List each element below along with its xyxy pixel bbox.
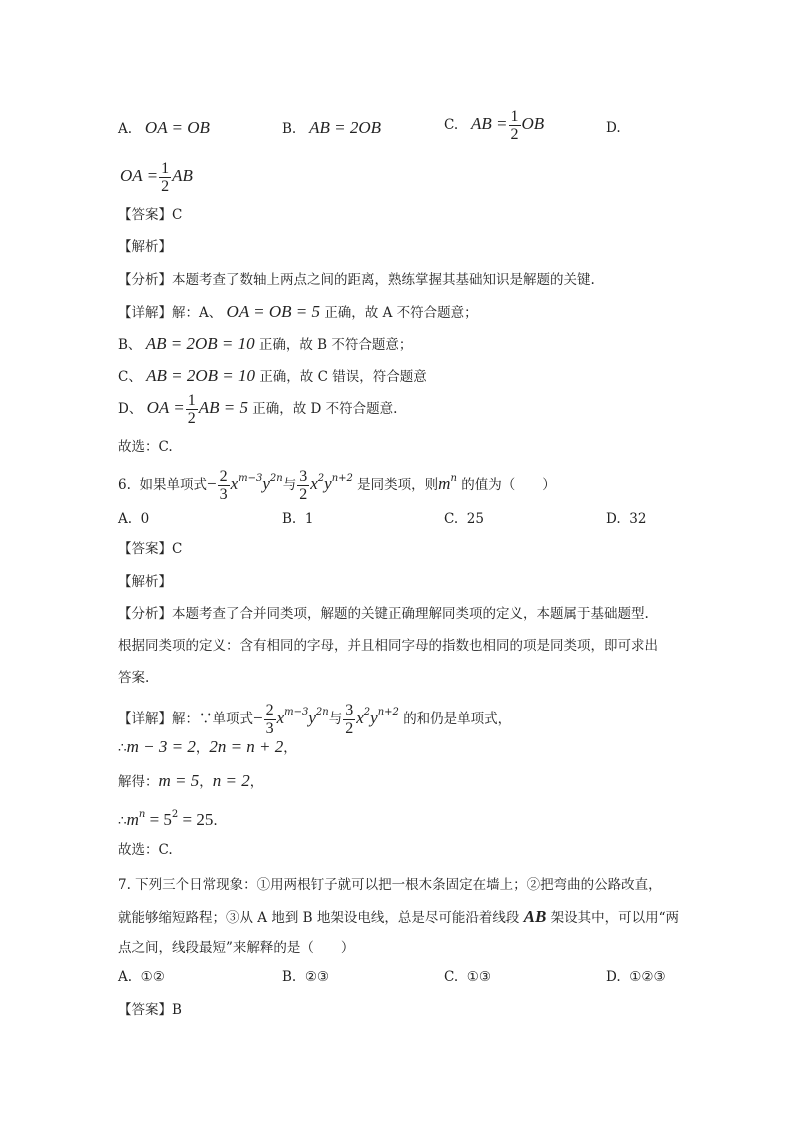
q6-step1 xyxy=(118,737,297,758)
option-label: C. xyxy=(444,117,459,133)
detail-tag: 【详解】 xyxy=(118,711,172,727)
detail-prefix: 解：A、 xyxy=(172,305,223,321)
detail-suffix: 正确，故 A 不符合题意； xyxy=(324,305,478,321)
therefore-symbol: ∴ xyxy=(118,740,127,756)
detail-prefix: B、 xyxy=(118,337,142,353)
frac-denominator: 3 xyxy=(219,486,228,503)
fraction xyxy=(343,702,355,737)
q6-conclusion: 故选：C. xyxy=(118,842,173,858)
q5-analysis-heading: 【解析】 xyxy=(118,239,172,255)
q6-fenxi-line2: 根据同类项的定义：含有相同的字母，并且相同字母的指数也相同的项是同类项，即可求出 xyxy=(118,638,658,654)
var-m: m xyxy=(126,810,139,829)
q5-fenxi xyxy=(118,270,595,290)
q6-fenxi-line3: 答案. xyxy=(118,670,150,686)
x-exponent: m−3 xyxy=(238,473,263,484)
frac-denominator: 2 xyxy=(187,410,196,427)
frac-denominator: 3 xyxy=(265,720,274,737)
frac-numerator: 1 xyxy=(161,160,170,177)
q7-option-b xyxy=(282,967,329,987)
separator: ， xyxy=(283,740,297,756)
var-x: x xyxy=(356,708,364,727)
option-value: 1 xyxy=(304,511,314,527)
frac-numerator: 2 xyxy=(265,702,274,719)
detail-prefix: C、 xyxy=(118,369,142,385)
detail-prefix: 解：∵单项式 xyxy=(172,711,253,727)
answer-tag: 【答案】 xyxy=(118,207,172,223)
q6-step3 xyxy=(118,805,218,831)
detail-expr: AB = 2OB = 10 xyxy=(146,366,256,385)
option-expr-right: OB xyxy=(521,114,545,133)
step-prefix: 解得： xyxy=(118,774,159,790)
option-expr: OA = OB xyxy=(144,118,210,137)
fraction xyxy=(509,108,521,143)
x-exponent: 2 xyxy=(317,473,325,484)
stem-suffix: 的值为（ ） xyxy=(461,477,556,493)
q6-analysis-heading: 【解析】 xyxy=(118,574,172,590)
q5-option-d-label xyxy=(606,118,621,138)
option-label: D. xyxy=(606,120,621,136)
q5-option-b xyxy=(282,118,381,139)
frac-numerator: 1 xyxy=(510,108,519,125)
q6-option-d xyxy=(606,509,646,529)
y-exponent: n+2 xyxy=(377,707,399,718)
fraction xyxy=(297,468,309,503)
option-expr-right: AB xyxy=(172,166,193,185)
q7-answer xyxy=(118,1000,182,1020)
detail-tag: 【详解】 xyxy=(118,305,172,321)
option-value: 25 xyxy=(466,511,484,527)
q6-detail xyxy=(118,702,511,737)
detail-prefix: D、 xyxy=(118,401,143,417)
q7-option-a xyxy=(118,967,165,987)
q7-option-c xyxy=(444,967,491,987)
fenxi-text: 本题考查了合并同类项，解题的关键正确理解同类项的定义，本题属于基础题型. xyxy=(172,606,649,622)
var-x: x xyxy=(230,474,239,493)
q5-answer xyxy=(118,205,182,225)
q5-detail-c xyxy=(118,366,427,387)
q6-option-b xyxy=(282,509,313,529)
minus-sign: − xyxy=(206,474,217,493)
var-x: x xyxy=(276,708,285,727)
option-value: 0 xyxy=(140,511,150,527)
q5-detail-a xyxy=(118,302,478,323)
stem-prefix: 如果单项式 xyxy=(139,477,207,493)
equation: m = 5 xyxy=(158,771,200,790)
option-label: D. xyxy=(606,511,621,527)
m-exponent: n xyxy=(138,809,146,820)
detail-suffix: 正确，故 C 错误，符合题意 xyxy=(259,369,427,385)
y-exponent: 2n xyxy=(315,707,329,718)
q5-option-d-expr xyxy=(120,160,193,195)
frac-numerator: 1 xyxy=(187,392,196,409)
var-y: y xyxy=(324,474,332,493)
option-label: A. xyxy=(118,969,133,985)
q7-stem-line3: 点之间，线段最短”来解释的是（ ） xyxy=(118,940,355,956)
frac-denominator: 2 xyxy=(345,720,354,737)
option-value: ②③ xyxy=(304,969,330,985)
fraction xyxy=(218,468,230,503)
option-value: ①③ xyxy=(466,969,491,985)
fenxi-tag: 【分析】 xyxy=(118,606,172,622)
frac-denominator: 2 xyxy=(161,178,170,195)
m-exponent: n xyxy=(450,473,457,484)
option-expr-left: AB = xyxy=(471,114,508,133)
q5-option-a xyxy=(118,118,210,139)
option-label: A. xyxy=(118,121,133,137)
equation: 2n = n + 2 xyxy=(209,737,284,756)
var-x: x xyxy=(310,474,318,493)
fraction xyxy=(264,702,276,737)
x-exponent: 2 xyxy=(363,707,371,718)
var-m: m xyxy=(438,474,451,493)
option-value: ①②③ xyxy=(629,969,666,985)
detail-suffix: 的和仍是单项式， xyxy=(403,711,512,727)
connector: 与 xyxy=(282,477,297,493)
connector: 与 xyxy=(328,711,343,727)
q5-detail-d xyxy=(118,392,397,427)
option-label: B. xyxy=(282,121,297,137)
frac-numerator: 3 xyxy=(299,468,308,485)
option-label: A. xyxy=(118,511,133,527)
q5-detail-b xyxy=(118,334,412,355)
detail-suffix: 正确，故 D 不符合题意. xyxy=(252,401,398,417)
x-exponent: m−3 xyxy=(284,707,309,718)
q5-conclusion: 故选：C. xyxy=(118,439,173,455)
question-number: 6. xyxy=(118,477,131,493)
equation: = 25 xyxy=(178,810,214,829)
detail-expr-left: OA = xyxy=(146,398,185,417)
fenxi-text: 本题考查了数轴上两点之间的距离，熟练掌握其基础知识是解题的关键. xyxy=(172,272,595,288)
stem-prefix: 就能够缩短路程；③从 A 地到 B 地架设电线，总是尽可能沿着线段 xyxy=(118,910,520,926)
q6-option-a xyxy=(118,509,149,529)
equation: m − 3 = 2 xyxy=(126,737,196,756)
stem-suffix: 架设其中，可以用“两 xyxy=(550,910,680,926)
q7-stem-line2 xyxy=(118,907,679,928)
equation: n = 2 xyxy=(212,771,250,790)
detail-expr: AB = 2OB = 10 xyxy=(145,334,255,353)
frac-numerator: 2 xyxy=(219,468,228,485)
separator: ， xyxy=(199,774,213,790)
q6-option-c xyxy=(444,509,484,529)
q6-fenxi-line1 xyxy=(118,604,649,624)
detail-expr-right: AB = 5 xyxy=(198,398,248,417)
q7-option-d xyxy=(606,967,666,987)
q5-option-c xyxy=(444,108,544,143)
period: . xyxy=(213,813,218,829)
q6-answer xyxy=(118,539,182,559)
equation: = 5 xyxy=(145,810,172,829)
answer-value: B xyxy=(172,1002,182,1018)
frac-denominator: 2 xyxy=(299,486,308,503)
q7-stem-line1: 7. 下列三个日常现象：①用两根钉子就可以把一根木条固定在墙上；②把弯曲的公路改直， xyxy=(118,877,662,893)
detail-expr: OA = OB = 5 xyxy=(226,302,321,321)
option-label: D. xyxy=(606,969,621,985)
option-label: C. xyxy=(444,969,459,985)
fraction xyxy=(159,160,171,195)
option-value: ①② xyxy=(140,969,165,985)
answer-value: C xyxy=(172,207,183,223)
option-label: B. xyxy=(282,511,297,527)
option-label: C. xyxy=(444,511,459,527)
detail-suffix: 正确，故 B 不符合题意； xyxy=(258,337,413,353)
frac-denominator: 2 xyxy=(510,126,519,143)
fenxi-tag: 【分析】 xyxy=(118,272,172,288)
separator: ， xyxy=(249,774,264,790)
answer-value: C xyxy=(172,541,183,557)
answer-tag: 【答案】 xyxy=(118,541,172,557)
frac-numerator: 3 xyxy=(345,702,354,719)
segment-ab: AB xyxy=(523,907,547,926)
stem-mid: 是同类项，则 xyxy=(357,477,439,493)
minus-sign: − xyxy=(253,708,263,727)
q6-stem xyxy=(118,468,556,503)
var-y: y xyxy=(308,708,316,727)
option-expr: AB = 2OB xyxy=(309,118,381,137)
fraction xyxy=(186,392,198,427)
answer-tag: 【答案】 xyxy=(118,1002,172,1018)
option-expr-left: OA = xyxy=(120,166,159,185)
exponent: 2 xyxy=(171,809,179,820)
var-y: y xyxy=(262,474,270,493)
y-exponent: n+2 xyxy=(331,473,353,484)
therefore-symbol: ∴ xyxy=(118,813,127,829)
separator: ， xyxy=(195,740,210,756)
option-label: B. xyxy=(282,969,297,985)
var-y: y xyxy=(370,708,378,727)
q6-step2 xyxy=(118,771,263,792)
y-exponent: 2n xyxy=(269,473,283,484)
option-value: 32 xyxy=(629,511,647,527)
